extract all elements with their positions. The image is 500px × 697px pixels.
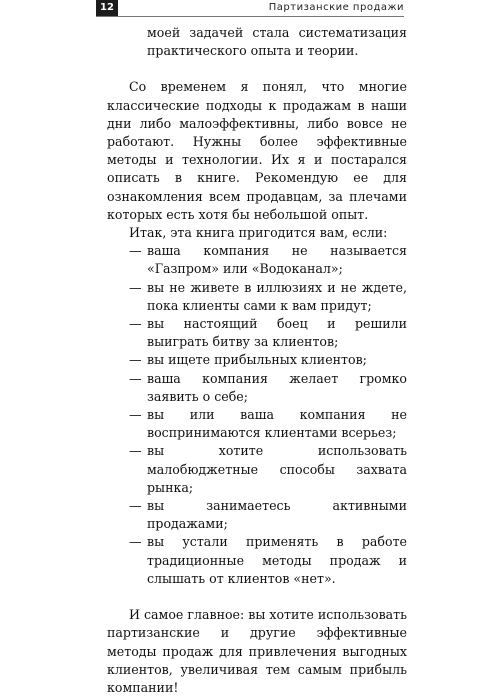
list-item-text: вы или ваша компания не воспринимаются клиентами всерьез; [147, 407, 407, 441]
list-item [107, 315, 407, 351]
list-item-text: вы настоящий боец и решили выиграть битву за клиентов; [147, 316, 407, 350]
header-rule [96, 16, 404, 17]
list-item [107, 279, 407, 315]
dash-marker: — [129, 534, 142, 550]
list-item [107, 533, 407, 588]
list-item-text: вы занимаетесь активными продажами; [147, 498, 407, 532]
bullet-list [107, 242, 407, 588]
list-item-text: вы ищете прибыльных клиентов; [147, 352, 367, 368]
list-item [107, 351, 407, 369]
dash-marker: — [129, 352, 142, 368]
paragraph-spacer [107, 60, 407, 78]
dash-marker: — [129, 316, 142, 332]
list-item [107, 370, 407, 406]
dash-marker: — [129, 243, 142, 259]
list-item-text: ваша компания желает громко заявить о себе; [147, 370, 407, 404]
dash-marker: — [129, 370, 142, 386]
page-number: 12 [96, 0, 118, 16]
list-item-text: вы хотите использовать малобюджетные способы захвата рынка; [147, 443, 407, 495]
list-item [107, 406, 407, 442]
dash-marker: — [129, 498, 142, 514]
running-title: Партизанские продажи [268, 2, 404, 13]
list-item-text: ваша компания не называется «Газпром» или «Водоканал»; [147, 243, 407, 277]
page-body [107, 24, 407, 697]
list-intro: Итак, эта книга пригодится вам, если: [129, 225, 388, 241]
list-item-text: вы не живете в иллюзиях и не ждете, пока клиенты сами к вам придут; [147, 279, 407, 313]
continuation-text: моей задачей стала систематизация практического опыта и теории. [147, 25, 407, 59]
paragraph-spacer [107, 588, 407, 606]
dash-marker: — [129, 443, 142, 459]
list-item [107, 242, 407, 278]
list-item [107, 497, 407, 533]
dash-marker: — [129, 279, 142, 295]
list-item-text: вы устали применять в работе традиционные методы продаж и слышать от клиентов «нет». [147, 534, 407, 586]
closing-paragraph: И самое главное: вы хотите использовать партизанские и другие эффективные методы продаж для привлечения выгодных клиентов, увеличивая тем самым прибыль компании! [107, 607, 407, 695]
dash-marker: — [129, 407, 142, 423]
paragraph-1: Со временем я понял, что многие классические подходы к продажам в наши дни либо малоэффективны, либо вовсе не работают. Нужны более эффективные методы и технологии. Их я и постарался описать в книге. Рекомендую ее для ознакомления всем продавцам, за плечами которых есть хотя бы небольшой опыт. [107, 79, 407, 222]
list-item [107, 442, 407, 497]
page-header [0, 0, 500, 16]
